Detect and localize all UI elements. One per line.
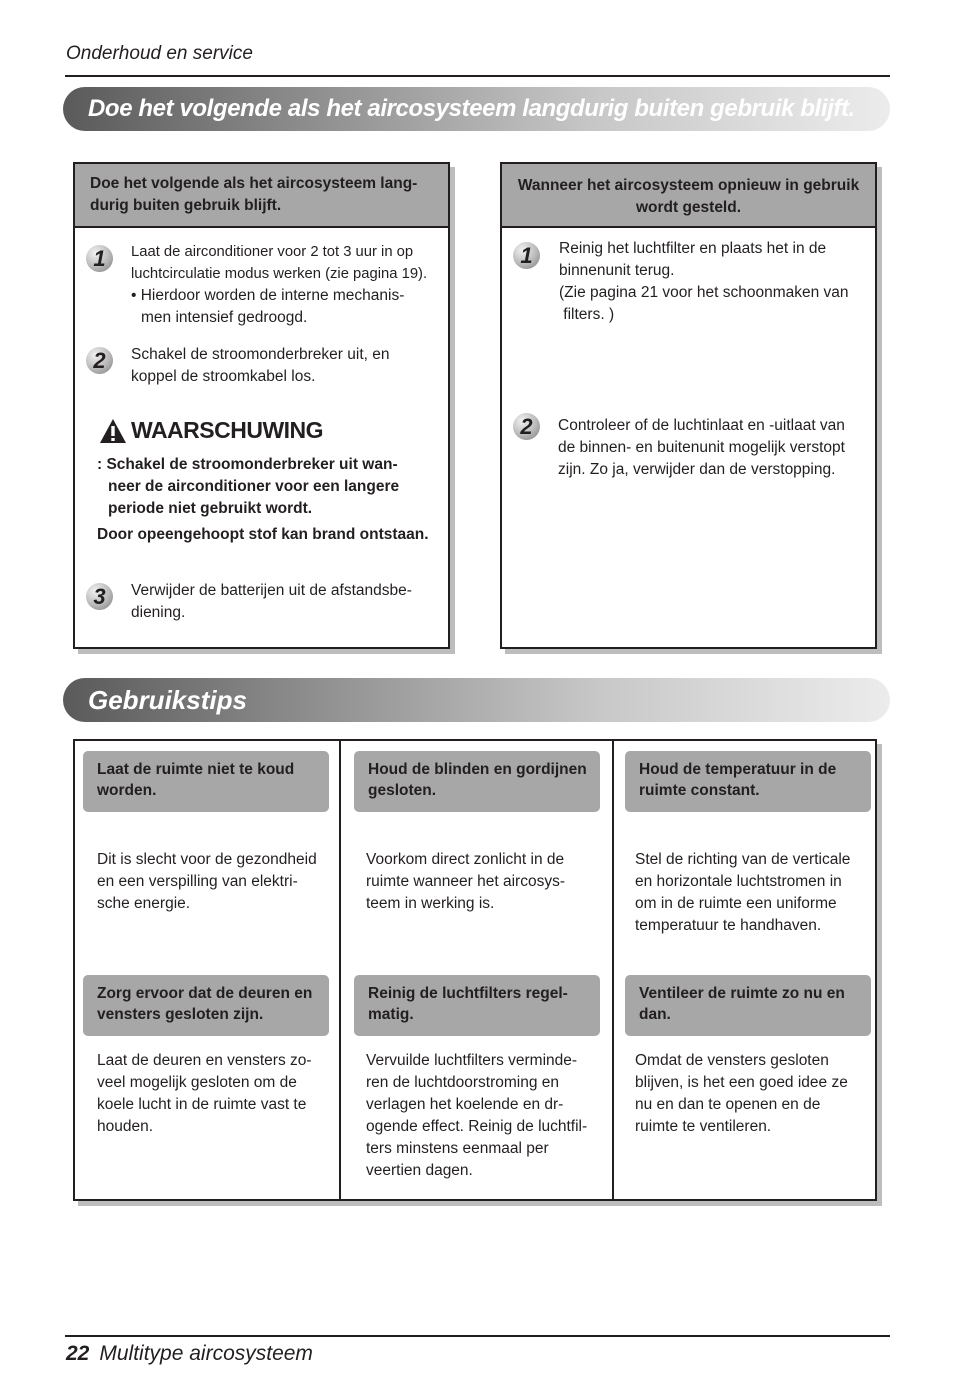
tip-text-temperature: Stel de richting van de verticale en horizontale luchtstromen in om in de ruimte een uniforme temperatuur te handhaven. bbox=[635, 851, 851, 934]
footer-title: Multitype aircosysteem bbox=[99, 1342, 313, 1365]
page-footer bbox=[66, 1342, 313, 1366]
step-3-text: Verwijder de batterijen uit de afstandsbe- diening. bbox=[131, 582, 412, 621]
page-number: 22 bbox=[66, 1342, 90, 1365]
step-number-2: 2 bbox=[513, 413, 540, 440]
footer-rule bbox=[65, 1335, 890, 1337]
step-number-3: 3 bbox=[86, 583, 113, 610]
tip-heading-curtains: Houd de blinden en gordijnen gesloten. bbox=[354, 751, 600, 812]
tip-text-ventilate: Omdat de vensters gesloten blijven, is het een goed idee ze nu en dan te openen en de ruimte te ventileren. bbox=[635, 1052, 848, 1135]
tips-grid bbox=[73, 739, 877, 1201]
step-1-text: Laat de airconditioner voor 2 tot 3 uur in op luchtcirculatie modus werken (zie pagina 19). • Hierdoor worden de interne mechanis- men intensief gedroogd. bbox=[131, 244, 428, 326]
tip-heading-filters: Reinig de luchtfilters regel- matig. bbox=[354, 975, 600, 1036]
step-number-1: 1 bbox=[513, 242, 540, 269]
step-number-2: 2 bbox=[86, 347, 113, 374]
long-term-storage-box bbox=[73, 162, 450, 649]
tip-text-doors: Laat de deuren en vensters zo- veel mogelijk gesloten om de koele lucht in de ruimte vast te houden. bbox=[97, 1052, 312, 1135]
tip-heading-cold: Laat de ruimte niet te koud worden. bbox=[83, 751, 329, 812]
header-rule bbox=[65, 75, 890, 77]
tip-text-cold: Dit is slecht voor de gezondheid en een verspilling van elektri- sche energie. bbox=[97, 851, 317, 912]
warning-icon bbox=[99, 418, 127, 444]
tip-heading-ventilate: Ventileer de ruimte zo nu en dan. bbox=[625, 975, 871, 1036]
warning-heading: WAARSCHUWING bbox=[99, 417, 323, 444]
box-title: Wanneer het aircosysteem opnieuw in gebruik wordt gesteld. bbox=[502, 164, 875, 228]
step-2-text: Controleer of de luchtinlaat en -uitlaat van de binnen- en buitenunit mogelijk verstopt zijn. Zo ja, verwijder dan de verstopping. bbox=[558, 417, 845, 478]
box-title: Doe het volgende als het aircosysteem lang- durig buiten gebruik blijft. bbox=[75, 164, 448, 228]
warning-note: Door opeengehoopt stof kan brand ontstaan. bbox=[97, 526, 429, 543]
tip-heading-temperature: Houd de temperatuur in de ruimte constant. bbox=[625, 751, 871, 812]
section-banner-tips: Gebruikstips bbox=[63, 678, 890, 722]
column-divider bbox=[612, 741, 614, 1199]
step-2-text: Schakel de stroomonderbreker uit, en koppel de stroomkabel los. bbox=[131, 346, 390, 385]
section-header: Onderhoud en service bbox=[66, 43, 253, 64]
section-banner-long-term: Doe het volgende als het aircosysteem langdurig buiten gebruik blijft. bbox=[63, 87, 890, 131]
warning-text: : Schakel de stroomonderbreker uit wan- neer de airconditioner voor een langere periode niet gebruikt wordt. bbox=[97, 456, 400, 517]
tip-text-curtains: Voorkom direct zonlicht in de ruimte wanneer het aircosys- teem in werking is. bbox=[366, 851, 565, 912]
step-1-text: Reinig het luchtfilter en plaats het in de binnenunit terug. (Zie pagina 21 voor het schoonmaken van filters. ) bbox=[559, 240, 849, 323]
step-number-1: 1 bbox=[86, 245, 113, 272]
tip-heading-doors: Zorg ervoor dat de deuren en vensters gesloten zijn. bbox=[83, 975, 329, 1036]
tip-text-filters: Vervuilde luchtfilters verminde- ren de luchtdoorstroming en verlagen het koelende en dr- ogende effect. Reinig de luchtfil- ters minstens eenmaal per veertien dagen. bbox=[366, 1052, 588, 1179]
restart-box bbox=[500, 162, 877, 649]
column-divider bbox=[339, 741, 341, 1199]
